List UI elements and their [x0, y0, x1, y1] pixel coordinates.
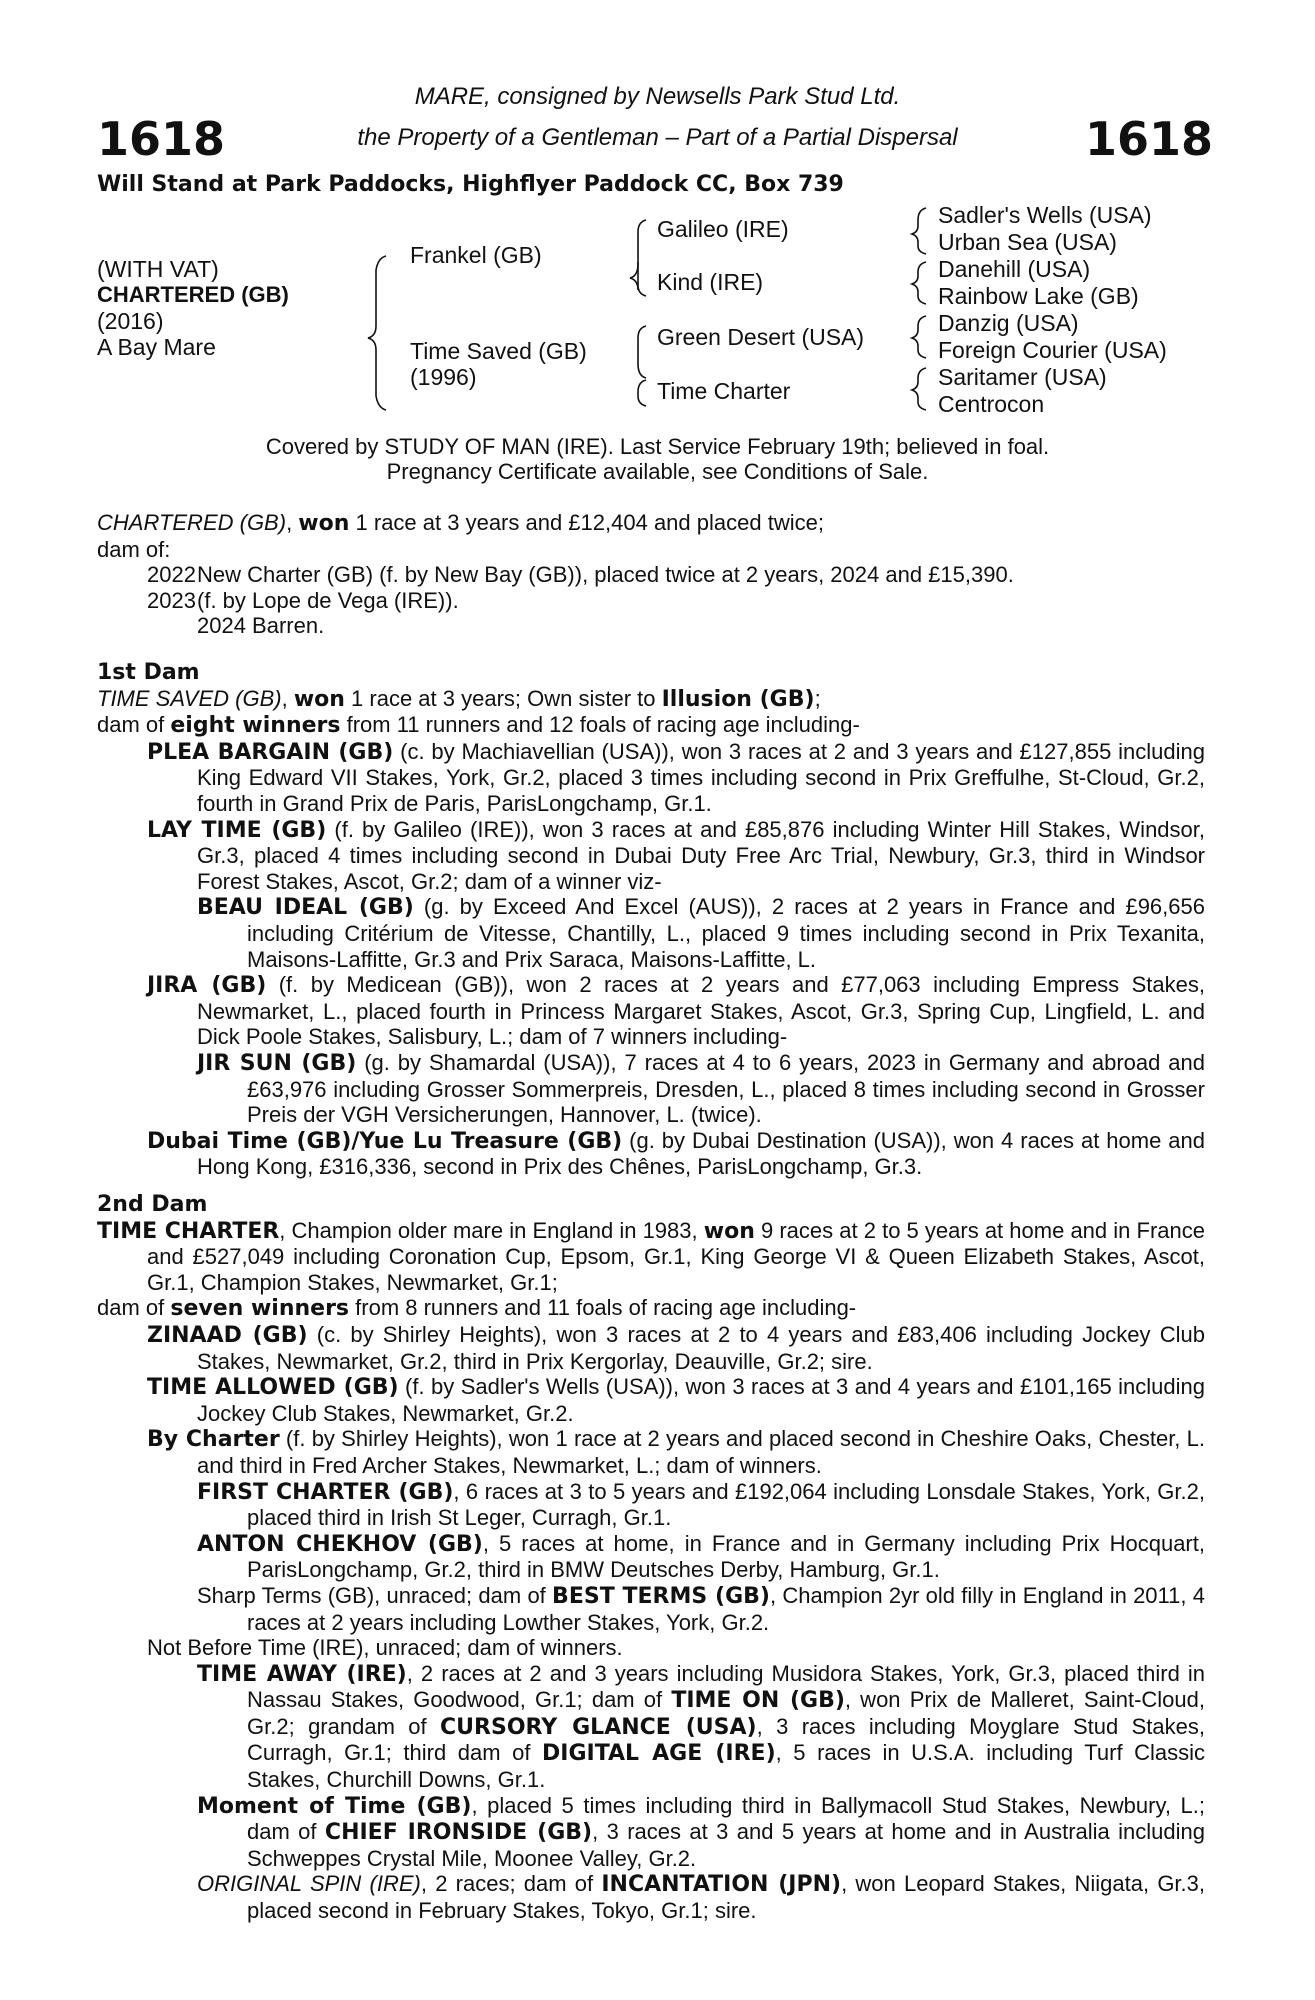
won-label: won — [293, 686, 345, 712]
vat-label: (WITH VAT) — [97, 256, 219, 282]
produce-name: PLEA BARGAIN (GB) — [147, 739, 394, 765]
sep: ; — [814, 685, 821, 711]
sire-dam-sire: Danehill (USA) — [938, 256, 1091, 282]
produce-name: BEST TERMS (GB) — [552, 1583, 770, 1609]
sire-dam: Kind (IRE) — [657, 269, 764, 295]
produce-name: BEAU IDEAL (GB) — [197, 895, 414, 921]
produce-text: (g. by Shamardal (USA)), 7 races at 4 to 6 years, 2023 in Germany and abroad and £63,976 including Grosser Sommerpreis, Dresden, L., placed 8 times including second in Grosser Preis der VGH Versicherungen, Hannover, L. (twice). — [247, 1049, 1206, 1128]
second-dam-section — [97, 1192, 1205, 1924]
produce-name: By Charter — [147, 1427, 280, 1453]
foal-year: 2022 — [147, 562, 196, 588]
lot-number-left: 1618 — [97, 112, 226, 166]
sire-sire-sire: Sadler's Wells (USA) — [938, 202, 1152, 228]
produce-text: , 2 races; dam of — [420, 1871, 602, 1897]
produce-entry — [147, 1635, 1205, 1661]
produce-name: TIME ALLOWED (GB) — [147, 1375, 399, 1401]
second-dam-text: , Champion older mare in England in 1983, — [279, 1217, 704, 1243]
produce-name: ZINAAD (GB) — [147, 1322, 308, 1348]
produce-text: , placed 5 times including third in Ballymacoll Stud Stakes, Newbury, L.; dam of — [247, 1792, 1205, 1845]
covered-line: Covered by STUDY OF MAN (IRE). Last Service February 19th; believed in foal. — [265, 434, 1050, 459]
produce-entry — [147, 739, 1205, 817]
second-dam-text: 9 races at 2 to 5 years at home and in France and £527,049 including Coronation Cup, Epsom, Gr.1, King George VI & Queen Elizabeth Stakes, Ascot, Gr.1, Champion Stakes, Newmarket, Gr.1; — [147, 1217, 1205, 1295]
produce-text: , won Leopard Stakes, Niigata, Gr.3, placed second in February Stakes, Tokyo, Gr.1; sire. — [247, 1871, 1206, 1924]
produce-name: Moment of Time (GB) — [197, 1793, 472, 1819]
foal-year: 2023 — [147, 587, 196, 613]
property-line: the Property of a Gentleman – Part of a Partial Dispersal — [357, 124, 958, 151]
produce-name: FIRST CHARTER (GB) — [197, 1479, 454, 1505]
produce-entry — [147, 1426, 1205, 1478]
produce-entry — [147, 1128, 1205, 1180]
produce-text: , won Prix de Malleret, Saint-Cloud, Gr.2; grandam of — [247, 1687, 1205, 1739]
produce-text: , 5 races in U.S.A. including Turf Classic Stakes, Churchill Downs, Gr.1. — [247, 1740, 1206, 1793]
produce-text: , 3 races including Moyglare Stud Stakes, Curragh, Gr.1; third dam of — [247, 1713, 1205, 1766]
produce-name: CHIEF IRONSIDE (GB) — [324, 1820, 593, 1846]
produce-text: (f. by Medicean (GB)), won 2 races at 2 years and £77,063 including Empress Stakes, Newmarket, L., placed fourth in Princess Margaret Stakes, Ascot, Gr.3, Spring Cup, Lingfield, L. and Dick Poole Stakes, Salisbury, L.; dam of 7 winners including- — [197, 972, 1205, 1050]
dam-name: Time Saved (GB) — [410, 338, 587, 364]
sire-sire-dam: Urban Sea (USA) — [938, 229, 1117, 255]
sister-name: Illusion (GB) — [661, 686, 815, 712]
produce-text: (f. by Sadler's Wells (USA)), won 3 races at 3 and 4 years and £101,165 including Jockey Club Stakes, Newmarket, Gr.2. — [197, 1374, 1205, 1426]
produce-text: , 6 races at 3 to 5 years and £192,064 including Lonsdale Stakes, York, Gr.2, placed third in Irish St Leger, Curragh, Gr.1. — [247, 1478, 1205, 1531]
produce-name: TIME ON (GB) — [671, 1688, 845, 1714]
produce-entry — [197, 894, 1205, 972]
horse-name: CHARTERED (GB) — [97, 282, 289, 307]
produce-text: (c. by Shirley Heights), won 3 races at 2 to 4 years and £83,406 including Jockey Club Stakes, Newmarket, Gr.2, third in Prix Kergorlay, Deauville, Gr.2; sire. — [197, 1321, 1205, 1374]
sep: , — [281, 685, 294, 711]
pregnancy-line: Pregnancy Certificate available, see Conditions of Sale. — [386, 459, 929, 484]
produce-name: JIR SUN (GB) — [197, 1050, 357, 1076]
produce-text: , 2 races at 2 and 3 years including Musidora Stakes, York, Gr.3, placed third in Nassau Stakes, Goodwood, Gr.1; dam of — [247, 1660, 1205, 1713]
produce-text: Not Before Time (IRE), unraced; dam of winners. — [147, 1635, 623, 1661]
produce-entry — [197, 1050, 1205, 1128]
foal-row — [97, 562, 1205, 588]
dam-of-rest: from 8 runners and 11 foals of racing age including- — [349, 1295, 857, 1321]
second-dam-heading: 2nd Dam — [97, 1192, 208, 1217]
produce-text: (f. by Galileo (IRE)), won 3 races at and £85,876 including Winter Hill Stakes, Windsor, Gr.3, placed 4 times including second in Dubai Duty Free Arc Trial, Newbury, Gr.3, third in Windsor Forest Stakes, Ascot, Gr.2; dam of a winner viz- — [197, 816, 1205, 894]
produce-text: (g. by Exceed And Excel (AUS)), 2 races at 2 years in France and £96,656 including Critérium de Vitesse, Chantilly, L., placed 9 times including second in Prix Texanita, Maisons-Laffitte, Gr.3 and Prix Saraca, Maisons-Laffitte, L. — [247, 894, 1205, 972]
produce-name: CURSORY GLANCE (USA) — [440, 1714, 757, 1740]
second-dam-name: TIME CHARTER — [97, 1218, 280, 1244]
dam-sire-sire: Danzig (USA) — [938, 310, 1079, 336]
produce-entry — [197, 1871, 1205, 1923]
winners-count: seven winners — [170, 1296, 350, 1322]
stand-location: Will Stand at Park Paddocks, Highflyer Paddock CC, Box 739 — [97, 172, 844, 197]
first-dam-name: TIME SAVED (GB) — [97, 685, 282, 711]
produce-entry — [147, 1322, 1205, 1374]
winners-count: eight winners — [170, 713, 341, 739]
dam-dam-sire: Saritamer (USA) — [938, 364, 1107, 390]
dam-of-rest: from 11 runners and 12 foals of racing age including- — [340, 712, 860, 738]
dam-sire: Green Desert (USA) — [657, 324, 865, 350]
foal-year — [97, 613, 197, 639]
produce-name: Dubai Time (GB)/Yue Lu Treasure (GB) — [147, 1128, 623, 1154]
sire-name: Frankel (GB) — [410, 242, 542, 268]
dam-of-label: dam of: — [97, 536, 171, 562]
first-dam-heading: 1st Dam — [97, 660, 200, 685]
produce-entry — [147, 972, 1205, 1050]
produce-text: , 5 races at home, in France and in Germany including Prix Hocquart, ParisLongchamp, Gr.2, third in BMW Deutsches Derby, Hamburg, Gr.1. — [247, 1530, 1205, 1583]
produce-entry — [197, 1583, 1205, 1635]
produce-name: ORIGINAL SPIN (IRE) — [197, 1871, 421, 1897]
produce-entry — [197, 1479, 1205, 1531]
produce-name: LAY TIME (GB) — [147, 817, 327, 843]
produce-entry — [197, 1661, 1205, 1793]
produce-text: Sharp Terms (GB), unraced; dam of — [197, 1582, 553, 1608]
sire-sire: Galileo (IRE) — [657, 216, 789, 242]
foal-row — [97, 613, 1205, 639]
dam-year: (1996) — [410, 364, 477, 390]
produce-text: (c. by Machiavellian (USA)), won 3 races at 2 and 3 years and £127,855 including King Edward VII Stakes, York, Gr.2, placed 3 times including second in Prix Greffulhe, St-Cloud, Gr.2, fourth in Grand Prix de Paris, ParisLongchamp, Gr.1. — [197, 738, 1205, 816]
sire-dam-dam: Rainbow Lake (GB) — [938, 283, 1139, 309]
dam-sire-dam: Foreign Courier (USA) — [938, 337, 1167, 363]
dam-of-text: dam of — [97, 1295, 171, 1321]
produce-name: INCANTATION (JPN) — [601, 1872, 842, 1898]
mare-record-won: won — [298, 511, 350, 536]
dam-dam-dam: Centrocon — [938, 391, 1045, 417]
first-dam-text: 1 race at 3 years; Own sister to — [344, 685, 662, 711]
produce-text: (f. by Shirley Heights), won 1 race at 2 years and placed second in Cheshire Oaks, Chester, L. and third in Fred Archer Stakes, Newmarket, L.; dam of winners. — [197, 1426, 1205, 1478]
lot-number-right: 1618 — [1085, 112, 1214, 166]
consignor-line: MARE, consigned by Newsells Park Stud Ltd. — [414, 83, 901, 110]
foal-text: (f. by Lope de Vega (IRE)). — [197, 587, 459, 613]
mare-record: CHARTERED (GB), won 1 race at 3 years and £12,404 and placed twice; dam of: 2022 New Charter (GB) (f. by New Bay (GB)), placed twice at 2 years, 2024 and £15,390. 2023 (f. by Lope de Vega (IRE)). 2024 Barren. — [97, 510, 1205, 639]
first-dam-section — [97, 660, 1205, 1180]
mare-record-text: 1 race at 3 years and £12,404 and placed twice; — [349, 510, 824, 535]
produce-entry — [147, 1374, 1205, 1426]
produce-name: TIME AWAY (IRE) — [197, 1661, 407, 1687]
mare-record-name: CHARTERED (GB) — [97, 510, 287, 535]
produce-text: , Champion 2yr old filly in England in 2011, 4 races at 2 years including Lowther Stakes, York, Gr.2. — [247, 1582, 1205, 1635]
dam-dam: Time Charter — [657, 378, 791, 404]
produce-entry — [197, 1793, 1205, 1872]
won-label: won — [703, 1218, 755, 1244]
produce-name: DIGITAL AGE (IRE) — [542, 1741, 776, 1767]
horse-description: A Bay Mare — [97, 334, 216, 360]
foal-text: New Charter (GB) (f. by New Bay (GB)), placed twice at 2 years, 2024 and £15,390. — [197, 562, 1014, 588]
produce-text: , 3 races at 3 and 5 years at home and in Australia including Schweppes Crystal Mile, Moonee Valley, Gr.2. — [247, 1819, 1205, 1871]
produce-name: JIRA (GB) — [147, 973, 267, 999]
foal-row — [97, 588, 1205, 614]
produce-entry — [197, 1531, 1205, 1583]
foal-text: 2024 Barren. — [197, 613, 325, 639]
dam-of-text: dam of — [97, 712, 171, 738]
produce-entry — [147, 817, 1205, 895]
horse-year: (2016) — [97, 308, 164, 334]
produce-name: ANTON CHEKHOV (GB) — [197, 1531, 483, 1557]
produce-text: (g. by Dubai Destination (USA)), won 4 races at home and Hong Kong, £316,336, second in Prix des Chênes, ParisLongchamp, Gr.3. — [197, 1127, 1206, 1180]
